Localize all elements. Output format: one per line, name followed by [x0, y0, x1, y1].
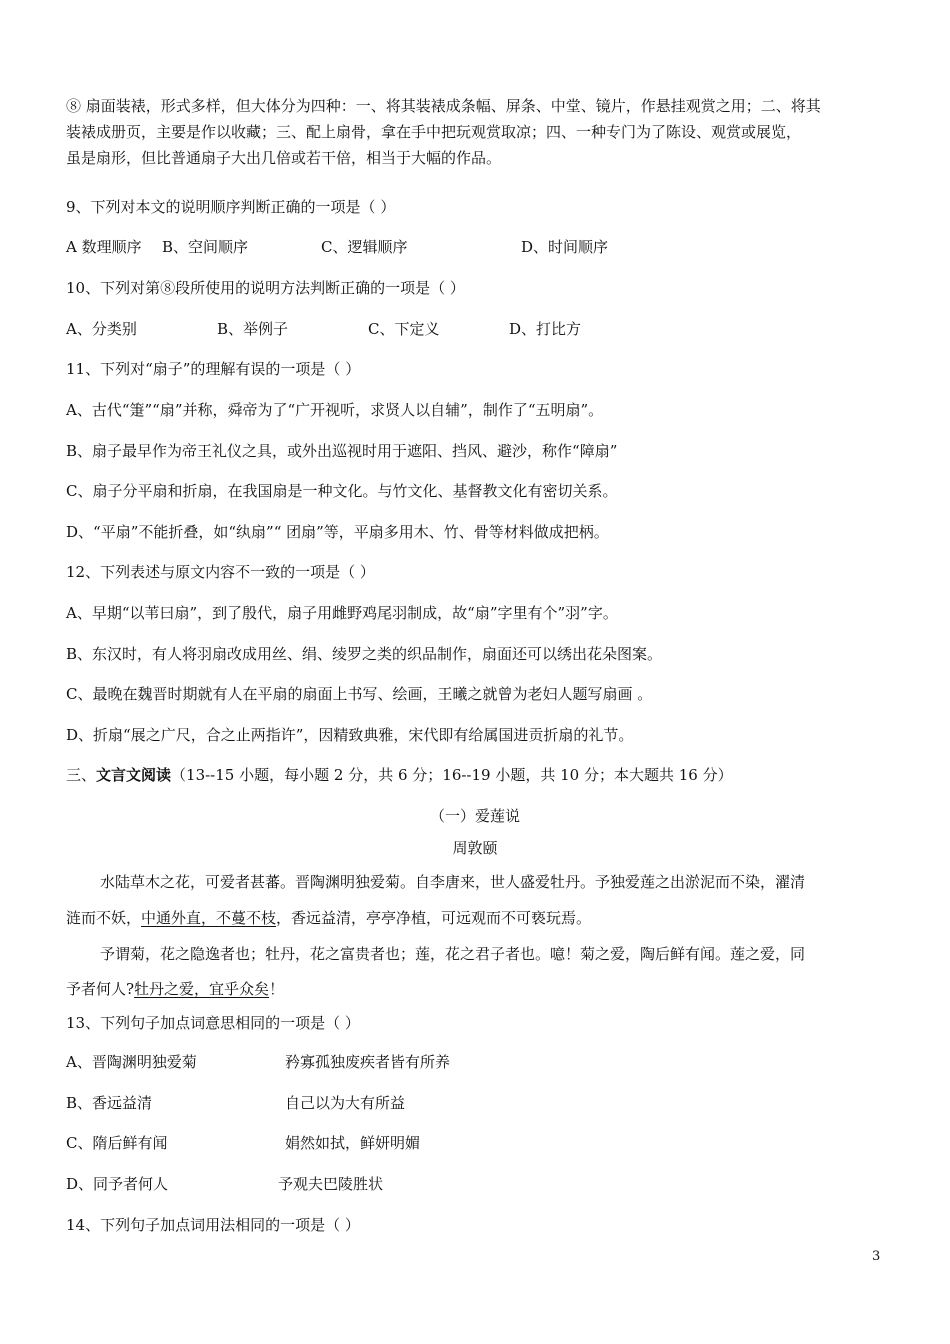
q12-option-d: D、折扇“展之广尺，合之止两指许”，因精致典雅，宋代即有给属国进贡折扇的礼节。 [66, 726, 634, 744]
q10-option-b: B、举例子 [217, 320, 289, 338]
passage-author: 周敦颐 [452, 839, 498, 857]
q9-option-c: C、逻辑顺序 [321, 238, 408, 256]
passage-text: 涟而不妖， [66, 909, 142, 927]
passage-p2-line2 [66, 979, 886, 999]
q10-option-c: C、下定义 [368, 320, 440, 338]
q9-option-d: D、时间顺序 [521, 238, 609, 256]
q13-option-d-left: D、同予者何人 [66, 1175, 169, 1193]
q12-stem: 12、下列表述与原文内容不一致的一项是（ ） [66, 563, 375, 581]
section-number: 三、 [66, 766, 97, 784]
q9-stem: 9、下列对本文的说明顺序判断正确的一项是（ ） [66, 198, 396, 216]
q11-option-a: A、古代“箑”“扇”并称，舜帝为了“广开视听，求贤人以自辅”，制作了“五明扇”。 [66, 401, 604, 419]
q11-option-b: B、扇子最早作为帝王礼仪之具，或外出巡视时用于遮阳、挡风、避沙，称作“障扇” [66, 442, 618, 460]
q13-option-a-left: A、晋陶渊明独爱菊 [66, 1053, 197, 1071]
passage-p1-line2 [66, 908, 886, 928]
passage-title: （一）爱莲说 [429, 807, 520, 825]
q13-option-b-right: 自己以为大有所益 [285, 1094, 406, 1112]
q13-option-b-left: B、香远益清 [66, 1094, 153, 1112]
q11-option-d: D、“平扇”不能折叠，如“纨扇”“ 团扇”等，平扇多用木、竹、骨等材料做成把柄。 [66, 523, 609, 541]
q13-option-a-right: 矜寡孤独废疾者皆有所养 [285, 1053, 451, 1071]
passage-text: ！ [269, 980, 285, 998]
passage-text: 予者何人? [66, 980, 135, 998]
q9-option-a: A 数理顺序 [66, 238, 142, 256]
q11-stem: 11、下列对“扇子”的理解有误的一项是（ ） [66, 360, 361, 378]
underlined-phrase: 中通外直，不蔓不枝 [141, 909, 277, 927]
q13-option-c-right: 娟然如拭，鲜妍明媚 [285, 1134, 421, 1152]
q12-option-c: C、最晚在魏晋时期就有人在平扇的扇面上书写、绘画，王曦之就曾为老妇人题写扇画 。 [66, 685, 653, 703]
q10-stem: 10、下列对第⑧段所使用的说明方法判断正确的一项是（ ） [66, 279, 465, 297]
underlined-phrase: 牡丹之爱，宜乎众矣 [134, 980, 270, 998]
q11-option-c: C、扇子分平扇和折扇，在我国扇是一种文化。与竹文化、基督教文化有密切关系。 [66, 482, 618, 500]
passage-text: ，香远益清，亭亭净植，可远观而不可亵玩焉。 [276, 909, 592, 927]
q12-option-a: A、早期“以苇曰扇”，到了殷代，扇子用雌野鸡尾羽制成，故“扇”字里有个”羽”字。 [66, 604, 618, 622]
q14-stem: 14、下列句子加点词用法相同的一项是（ ） [66, 1216, 360, 1234]
q10-option-a: A、分类别 [66, 320, 137, 338]
q9-option-b: B、空间顺序 [162, 238, 249, 256]
passage-p1-line1: 水陆草木之花，可爱者甚蕃。晋陶渊明独爱菊。自李唐来，世人盛爱牡丹。予独爱莲之出淤泥而不染，濯清 [100, 873, 806, 891]
section-heading [66, 765, 886, 785]
q13-option-d-right: 予观夫巴陵胜状 [278, 1175, 384, 1193]
section-title: 文言文阅读 [96, 766, 172, 784]
q12-option-b: B、东汉时，有人将羽扇改成用丝、绢、绫罗之类的织品制作，扇面还可以绣出花朵图案。 [66, 645, 663, 663]
para8-line2: 装裱成册页，主要是作以收藏；三、配上扇骨，拿在手中把玩观赏取凉；四、一种专门为了陈设、观赏或展览， [66, 123, 802, 141]
para8-line3: 虽是扇形，但比普通扇子大出几倍或若干倍，相当于大幅的作品。 [66, 149, 502, 167]
q10-option-d: D、打比方 [509, 320, 582, 338]
para8-line1: ⑧ 扇面装裱，形式多样，但大体分为四种：一、将其装裱成条幅、屏条、中堂、镜片，作悬挂观赏之用；二、将其 [66, 97, 821, 115]
section-note: （13--15 小题，每小题 2 分，共 6 分；16--19 小题，共 10 分；本大题共 16 分） [171, 766, 733, 784]
q13-option-c-left: C、隋后鲜有闻 [66, 1134, 168, 1152]
q13-stem: 13、下列句子加点词意思相同的一项是（ ） [66, 1014, 360, 1032]
page-number: 3 [872, 1249, 881, 1264]
passage-p2-line1: 予谓菊，花之隐逸者也；牡丹，花之富贵者也；莲，花之君子者也。噫！菊之爱，陶后鲜有闻。莲之爱，同 [100, 945, 806, 963]
